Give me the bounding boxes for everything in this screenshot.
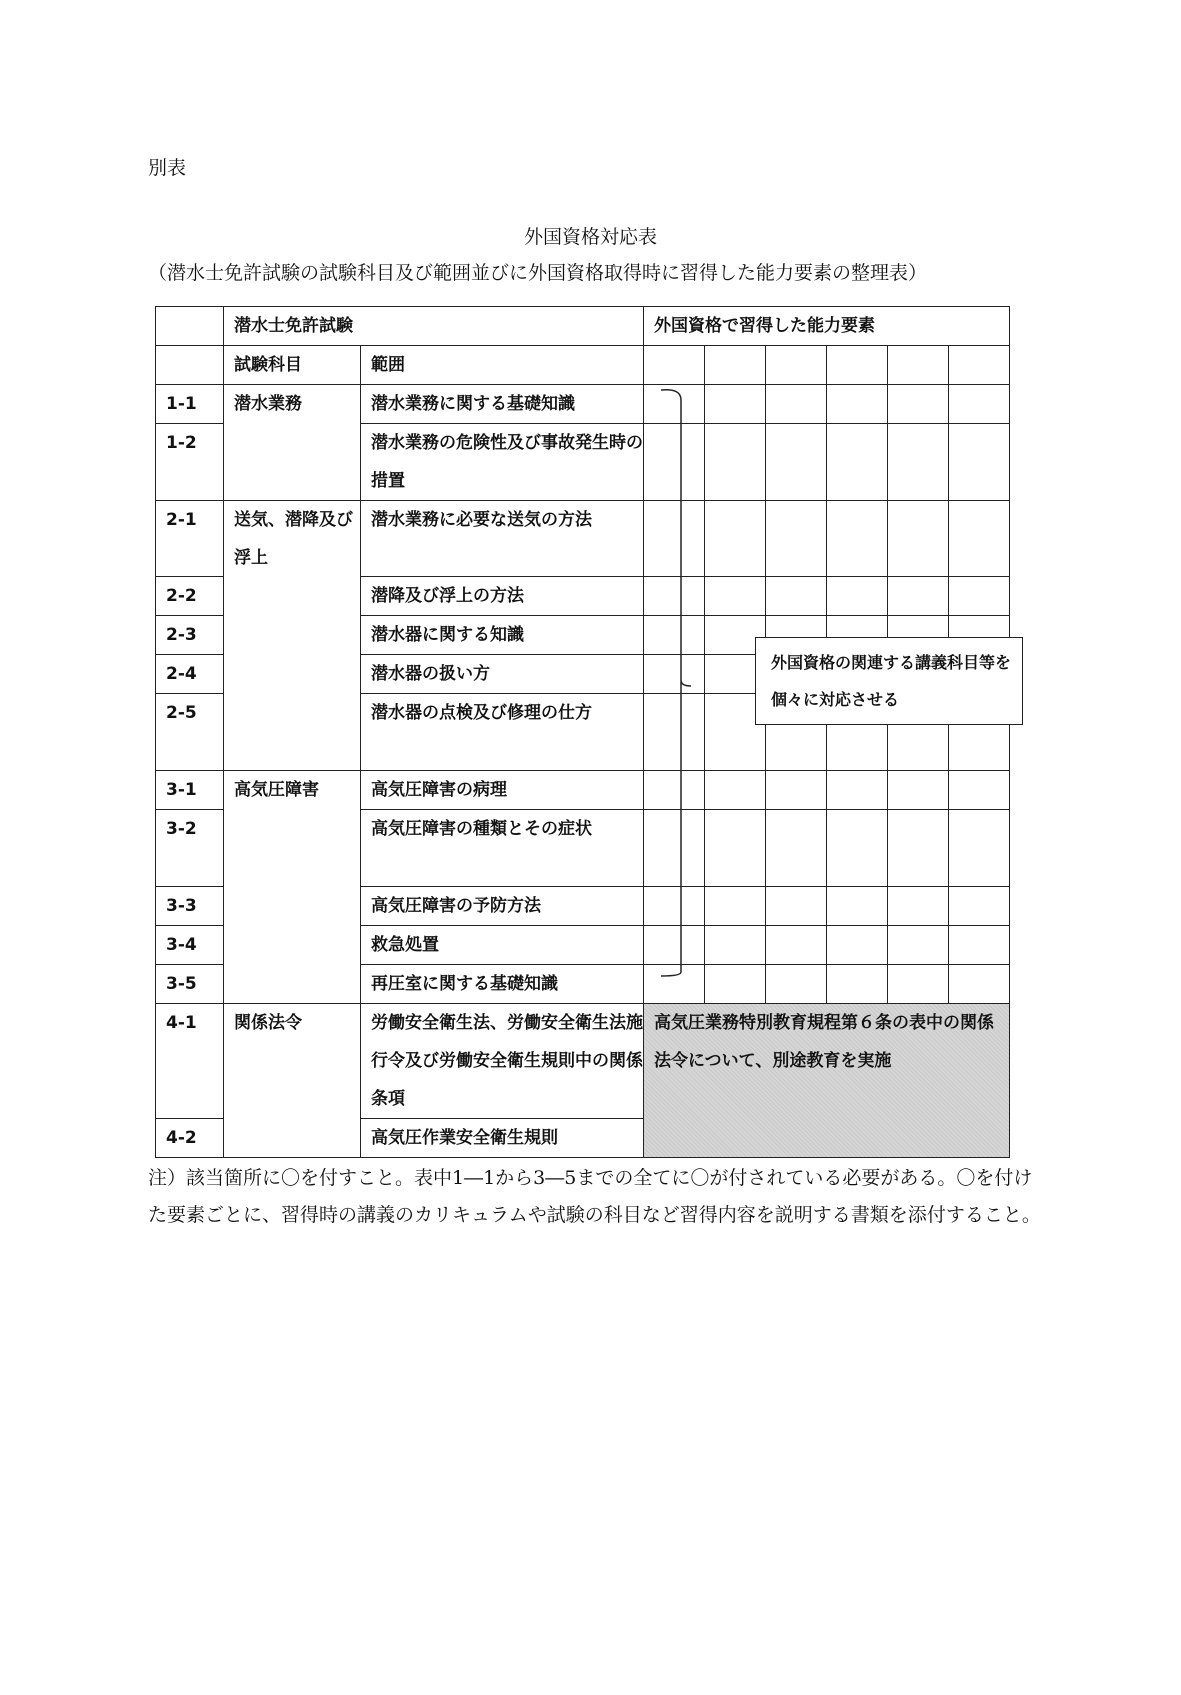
col-subject: 試験科目 (224, 346, 361, 385)
row-number: 1-2 (156, 424, 224, 501)
element-header-cell[interactable] (766, 346, 827, 385)
table-row (156, 1004, 1010, 1119)
element-check-cell[interactable] (827, 771, 888, 810)
element-check-cell[interactable] (705, 385, 766, 424)
row-number: 3-2 (156, 810, 224, 887)
range-cell: 潜水業務に関する基礎知識 (361, 385, 644, 424)
element-check-cell[interactable] (888, 385, 949, 424)
element-check-cell[interactable] (766, 424, 827, 501)
subject-cell: 潜水業務 (224, 385, 361, 501)
header-exam: 潜水士免許試験 (224, 307, 644, 346)
row-number: 2-2 (156, 577, 224, 616)
row-number: 3-1 (156, 771, 224, 810)
element-check-cell[interactable] (766, 577, 827, 616)
element-check-cell[interactable] (705, 887, 766, 926)
element-check-cell[interactable] (949, 926, 1010, 965)
element-check-cell[interactable] (705, 424, 766, 501)
element-check-cell[interactable] (827, 926, 888, 965)
element-check-cell[interactable] (949, 810, 1010, 887)
element-check-cell[interactable] (827, 385, 888, 424)
col-range: 範囲 (361, 346, 644, 385)
element-check-cell[interactable] (766, 385, 827, 424)
range-cell: 潜水業務に必要な送気の方法 (361, 501, 644, 577)
table-row (156, 501, 1010, 577)
page-title: 外国資格対応表 (523, 226, 657, 248)
empty-cell (156, 307, 224, 346)
callout-box: 外国資格の関連する講義科目等を個々に対応させる (755, 637, 1023, 725)
range-cell: 潜水器の扱い方 (361, 655, 644, 694)
element-check-cell[interactable] (949, 385, 1010, 424)
element-check-cell[interactable] (949, 771, 1010, 810)
page-subtitle: （潜水士免許試験の試験科目及び範囲並びに外国資格取得時に習得した能力要素の整理表） (148, 262, 928, 284)
row-number: 4-2 (156, 1119, 224, 1158)
row-number: 3-3 (156, 887, 224, 926)
element-check-cell[interactable] (949, 501, 1010, 577)
element-header-cell[interactable] (949, 346, 1010, 385)
table-row (156, 385, 1010, 424)
range-cell: 潜水器の点検及び修理の仕方 (361, 694, 644, 771)
empty-cell (156, 346, 224, 385)
element-check-cell[interactable] (766, 926, 827, 965)
header-foreign: 外国資格で習得した能力要素 (644, 307, 1010, 346)
header-row (156, 307, 1010, 346)
element-header-cell[interactable] (827, 346, 888, 385)
element-check-cell[interactable] (766, 887, 827, 926)
element-header-cell[interactable] (888, 346, 949, 385)
element-check-cell[interactable] (888, 810, 949, 887)
element-check-cell[interactable] (705, 965, 766, 1004)
range-cell: 救急処置 (361, 926, 644, 965)
element-check-cell[interactable] (766, 965, 827, 1004)
correspondence-table (155, 306, 1010, 1158)
row-number: 2-3 (156, 616, 224, 655)
range-cell: 潜水器に関する知識 (361, 616, 644, 655)
element-check-cell[interactable] (888, 887, 949, 926)
element-check-cell[interactable] (949, 577, 1010, 616)
element-check-cell[interactable] (888, 424, 949, 501)
range-cell: 高気圧作業安全衛生規則 (361, 1119, 644, 1158)
element-check-cell[interactable] (766, 771, 827, 810)
range-cell: 潜降及び浮上の方法 (361, 577, 644, 616)
element-check-cell[interactable] (827, 501, 888, 577)
subject-cell: 高気圧障害 (224, 771, 361, 1004)
element-check-cell[interactable] (888, 501, 949, 577)
element-check-cell[interactable] (949, 424, 1010, 501)
element-check-cell[interactable] (705, 926, 766, 965)
element-check-cell[interactable] (766, 810, 827, 887)
element-check-cell[interactable] (888, 577, 949, 616)
row-number: 3-5 (156, 965, 224, 1004)
separate-education-note: 高気圧業務特別教育規程第６条の表中の関係法令について、別途教育を実施 (644, 1004, 1010, 1158)
element-check-cell[interactable] (705, 501, 766, 577)
element-check-cell[interactable] (827, 424, 888, 501)
element-check-cell[interactable] (705, 771, 766, 810)
element-check-cell[interactable] (766, 501, 827, 577)
heading: 別表 (148, 157, 187, 179)
element-check-cell[interactable] (705, 810, 766, 887)
range-cell: 潜水業務の危険性及び事故発生時の措置 (361, 424, 644, 501)
element-check-cell[interactable] (888, 965, 949, 1004)
row-number: 3-4 (156, 926, 224, 965)
range-cell: 高気圧障害の予防方法 (361, 887, 644, 926)
range-cell: 高気圧障害の種類とその症状 (361, 810, 644, 887)
element-check-cell[interactable] (888, 771, 949, 810)
subheader-row (156, 346, 1010, 385)
element-check-cell[interactable] (827, 965, 888, 1004)
element-check-cell[interactable] (827, 577, 888, 616)
table-row (156, 771, 1010, 810)
element-header-cell[interactable] (644, 346, 705, 385)
range-cell: 労働安全衛生法、労働安全衛生法施行令及び労働安全衛生規則中の関係条項 (361, 1004, 644, 1119)
row-number: 2-1 (156, 501, 224, 577)
element-check-cell[interactable] (705, 577, 766, 616)
element-check-cell[interactable] (827, 887, 888, 926)
range-cell: 高気圧障害の病理 (361, 771, 644, 810)
subject-cell: 送気、潜降及び浮上 (224, 501, 361, 771)
row-number: 2-4 (156, 655, 224, 694)
element-check-cell[interactable] (949, 965, 1010, 1004)
row-number: 4-1 (156, 1004, 224, 1119)
element-check-cell[interactable] (888, 926, 949, 965)
element-header-cell[interactable] (705, 346, 766, 385)
subject-cell: 関係法令 (224, 1004, 361, 1158)
range-cell: 再圧室に関する基礎知識 (361, 965, 644, 1004)
footnote: 注）該当箇所に〇を付すこと。表中1―1から3―5までの全てに〇が付されている必要がある。〇を付けた要素ごとに、習得時の講義のカリキュラムや試験の科目など習得内容を説明する書類を添付すること。 (148, 1167, 1041, 1226)
row-number: 1-1 (156, 385, 224, 424)
element-check-cell[interactable] (949, 887, 1010, 926)
bracket-connector (655, 380, 695, 980)
row-number: 2-5 (156, 694, 224, 771)
element-check-cell[interactable] (827, 810, 888, 887)
